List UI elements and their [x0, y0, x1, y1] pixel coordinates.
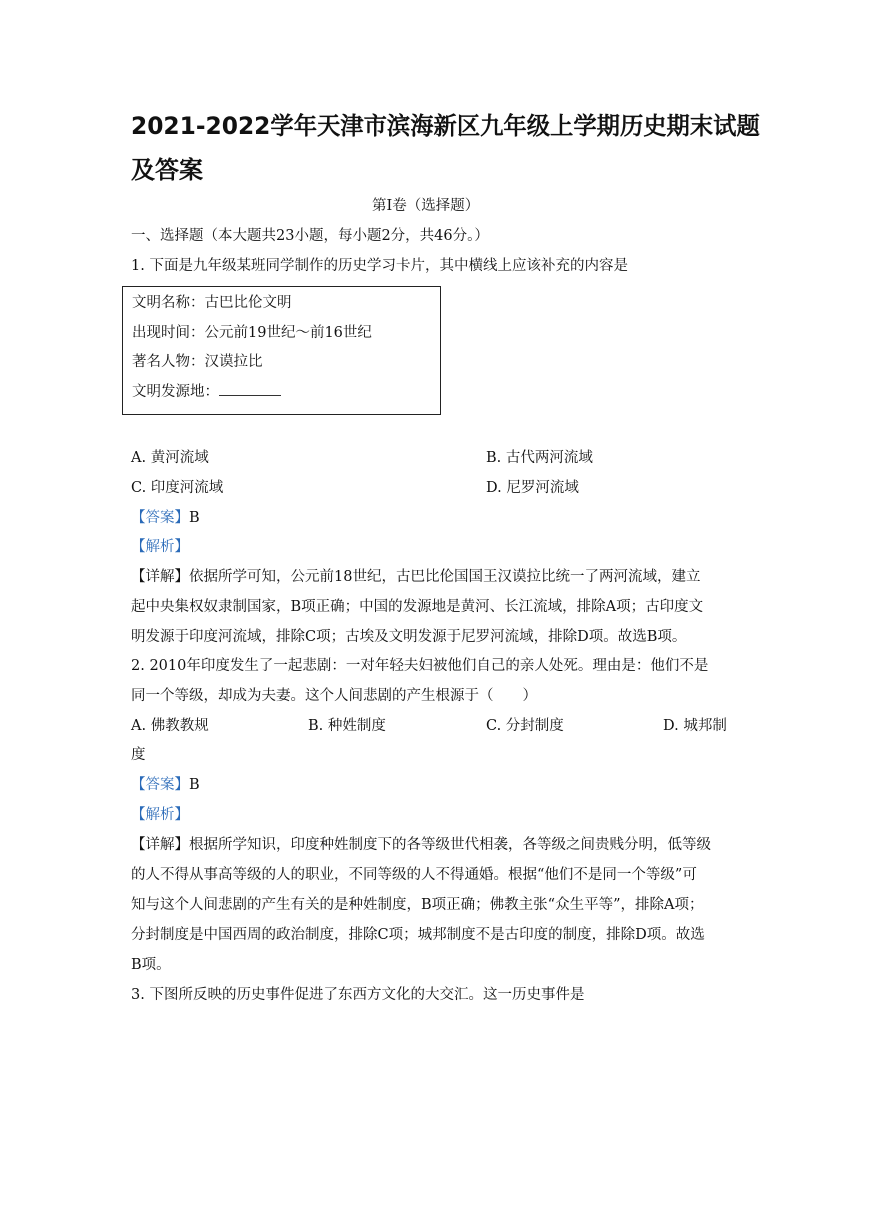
answer-label: 【答案】	[131, 777, 189, 793]
q1-option-a: A. 黄河流域	[131, 450, 209, 466]
card-line-name: 文明名称：古巴比伦文明	[132, 295, 292, 311]
q1-option-c: C. 印度河流域	[131, 480, 224, 496]
q2-option-d: D. 城邦制	[663, 718, 727, 734]
q2-option-c: C. 分封制度	[486, 718, 564, 734]
card-line-time: 出现时间：公元前19世纪～前16世纪	[132, 325, 372, 341]
card-line-origin	[132, 383, 281, 401]
fill-in-blank	[219, 383, 281, 396]
document-title-line1: 2021-2022学年天津市滨海新区九年级上学期历史期末试题	[131, 112, 760, 140]
detail-text: 根据所学知识，印度种姓制度下的各等级世代相袭，各等级之间贵贱分明，低等级	[189, 837, 711, 853]
section-heading: 第Ⅰ卷（选择题）	[372, 198, 480, 214]
answer-label: 【答案】	[131, 510, 189, 526]
q1-detail-line3: 明发源于印度河流域，排除C项；古埃及文明发源于尼罗河流域，排除D项。故选B项。	[131, 629, 687, 645]
q2-option-b: B. 种姓制度	[308, 718, 386, 734]
q1-study-card	[122, 286, 441, 415]
q1-detail-line2: 起中央集权奴隶制国家，B项正确；中国的发源地是黄河、长江流域，排除A项；古印度文	[131, 599, 704, 615]
detail-label: 【详解】	[131, 837, 189, 853]
detail-label: 【详解】	[131, 569, 189, 585]
q1-detail-line1	[131, 568, 700, 586]
q1-answer	[131, 509, 200, 527]
q2-detail-line4: 分封制度是中国西周的政治制度，排除C项；城邦制度不是古印度的制度，排除D项。故选	[131, 927, 705, 943]
detail-text: 依据所学可知，公元前18世纪，古巴比伦国国王汉谟拉比统一了两河流域，建立	[189, 569, 701, 585]
q2-stem-line2: 同一个等级，却成为夫妻。这个人间悲剧的产生根源于（ ）	[131, 688, 537, 704]
q2-option-a: A. 佛教教规	[131, 718, 209, 734]
q2-analysis-label: 【解析】	[131, 807, 189, 823]
answer-value: B	[189, 510, 200, 526]
q2-detail-line5: B项。	[131, 957, 171, 973]
q2-detail-line2: 的人不得从事高等级的人的职业，不同等级的人不得通婚。根据“他们不是同一个等级”可	[131, 867, 697, 883]
document-title-line2: 及答案	[131, 156, 203, 184]
q2-option-d-continued: 度	[131, 747, 146, 763]
q2-detail-line3: 知与这个人间悲剧的产生有关的是种姓制度，B项正确；佛教主张“众生平等”，排除A项；	[131, 897, 704, 913]
part-one-heading: 一、选择题（本大题共23小题，每小题2分，共46分。）	[131, 228, 489, 244]
card-line-person: 著名人物：汉谟拉比	[132, 354, 263, 370]
answer-value: B	[189, 777, 200, 793]
q1-option-d: D. 尼罗河流域	[486, 480, 579, 496]
q1-analysis-label: 【解析】	[131, 539, 189, 555]
q2-stem-line1: 2. 2010年印度发生了一起悲剧：一对年轻夫妇被他们自己的亲人处死。理由是：他们不是	[131, 658, 709, 674]
q2-detail-line1	[131, 836, 711, 854]
q1-option-b: B. 古代两河流域	[486, 450, 593, 466]
card-line-origin-label: 文明发源地：	[132, 384, 219, 400]
q2-answer	[131, 776, 200, 794]
q3-stem: 3. 下图所反映的历史事件促进了东西方文化的大交汇。这一历史事件是	[131, 987, 585, 1003]
q1-stem: 1. 下面是九年级某班同学制作的历史学习卡片，其中横线上应该补充的内容是	[131, 258, 628, 274]
